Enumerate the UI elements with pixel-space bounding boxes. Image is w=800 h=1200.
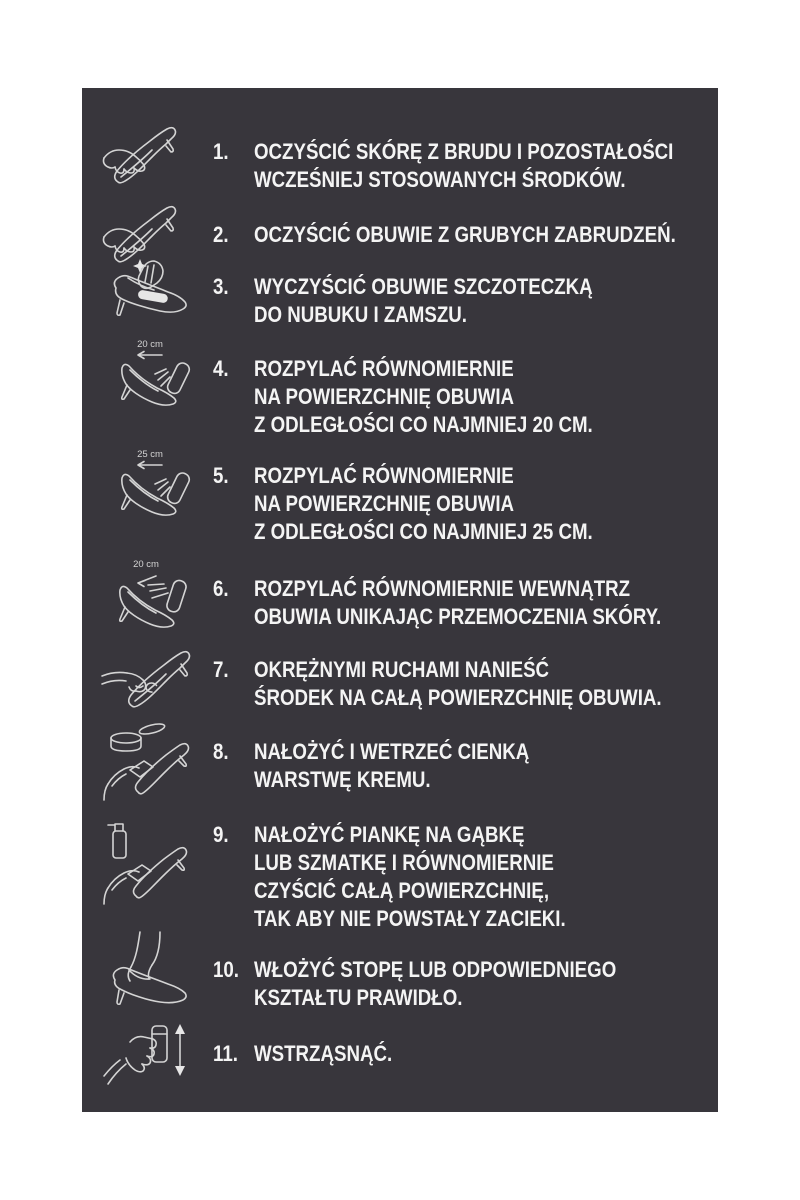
step-text — [254, 355, 653, 439]
step-text-line: OCZYŚCIĆ OBUWIE Z GRUBYCH ZABRUDZEŃ. — [254, 222, 676, 247]
circular-rub-shoe-icon — [100, 646, 200, 714]
step-text-line: WARSTWĘ KREMU. — [254, 767, 431, 792]
step-text-line: LUB SZMATKĘ I RÓWNOMIERNIE — [254, 850, 554, 875]
spray-inside-shoe-icon — [100, 556, 200, 644]
step-text-line: WYCZYŚCIĆ OBUWIE SZCZOTECZKĄ — [254, 274, 593, 299]
step-number: 3. — [213, 274, 229, 299]
spray-shoe-distance-icon — [100, 336, 200, 432]
step-text-line: OCZYŚCIĆ SKÓRĘ Z BRUDU I POZOSTAŁOŚCI — [254, 139, 674, 164]
step-number: 6. — [213, 576, 229, 601]
step-text-line: NA POWIERZCHNIĘ OBUWIA — [254, 491, 515, 516]
step-text-line: Z ODLEGŁOŚCI CO NAJMNIEJ 25 CM. — [254, 519, 593, 544]
step-text-line: Z ODLEGŁOŚCI CO NAJMNIEJ 20 CM. — [254, 412, 593, 437]
step-text-line: NA POWIERZCHNIĘ OBUWIA — [254, 384, 515, 409]
step-text — [254, 138, 747, 194]
hand-wiping-shoe-icon — [100, 120, 200, 192]
cream-jar-shoe-icon — [100, 722, 200, 802]
step-number: 10. — [213, 957, 240, 982]
step-text-line: ROZPYLAĆ RÓWNOMIERNIE — [254, 463, 514, 488]
step-text — [254, 1040, 417, 1068]
step-number: 2. — [213, 222, 229, 247]
step-number: 5. — [213, 463, 229, 488]
step-text-line: ŚRODEK NA CAŁĄ POWIERZCHNIĘ OBUWIA. — [254, 685, 662, 710]
foam-bottle-shoe-icon — [100, 818, 200, 908]
step-number: 4. — [213, 356, 229, 381]
distance-label: 20 cm — [137, 339, 163, 350]
step-number: 1. — [213, 139, 229, 164]
brush-cleaning-shoe-icon — [100, 256, 200, 328]
step-text-line: OBUWIA UNIKAJĄC PRZEMOCZENIA SKÓRY. — [254, 604, 662, 629]
step-text-line: NAŁOŻYĆ PIANKĘ NA GĄBKĘ — [254, 822, 525, 847]
step-text-line: DO NUBUKU I ZAMSZU. — [254, 302, 467, 327]
step-text-line: KSZTAŁTU PRAWIDŁO. — [254, 985, 463, 1010]
step-text — [254, 462, 653, 546]
step-number: 9. — [213, 822, 229, 847]
step-text-line: WCZEŚNIEJ STOSOWANYCH ŚRODKÓW. — [254, 167, 626, 192]
step-text — [254, 221, 750, 249]
step-text — [254, 273, 652, 329]
step-text-line: WSTRZĄSNĄĆ. — [254, 1041, 393, 1066]
step-text-line: TAK ABY NIE POWSTAŁY ZACIEKI. — [254, 906, 566, 931]
step-number: 7. — [213, 657, 229, 682]
step-text — [254, 738, 578, 794]
distance-label: 25 cm — [137, 449, 163, 460]
step-text-line: OKRĘŻNYMI RUCHAMI NANIEŚĆ — [254, 657, 550, 682]
step-number: 8. — [213, 739, 229, 764]
step-text — [254, 656, 734, 712]
shake-bottle-icon — [100, 1018, 200, 1094]
step-text — [254, 821, 621, 933]
step-text — [254, 575, 733, 631]
step-text-line: ROZPYLAĆ RÓWNOMIERNIE — [254, 356, 514, 381]
step-number: 11. — [213, 1041, 238, 1066]
step-text-line: CZYŚCIĆ CAŁĄ POWIERZCHNIĘ, — [254, 878, 550, 903]
step-text-line: NAŁOŻYĆ I WETRZEĆ CIENKĄ — [254, 739, 530, 764]
spray-shoe-distance-icon — [100, 446, 200, 542]
foot-in-shoe-icon — [100, 930, 200, 1020]
distance-label: 20 cm — [133, 559, 159, 570]
instruction-panel — [82, 88, 718, 1112]
step-text-line: WŁOŻYĆ STOPĘ LUB ODPOWIEDNIEGO — [254, 957, 617, 982]
step-text — [254, 956, 680, 1012]
step-text-line: ROZPYLAĆ RÓWNOMIERNIE WEWNĄTRZ — [254, 576, 631, 601]
